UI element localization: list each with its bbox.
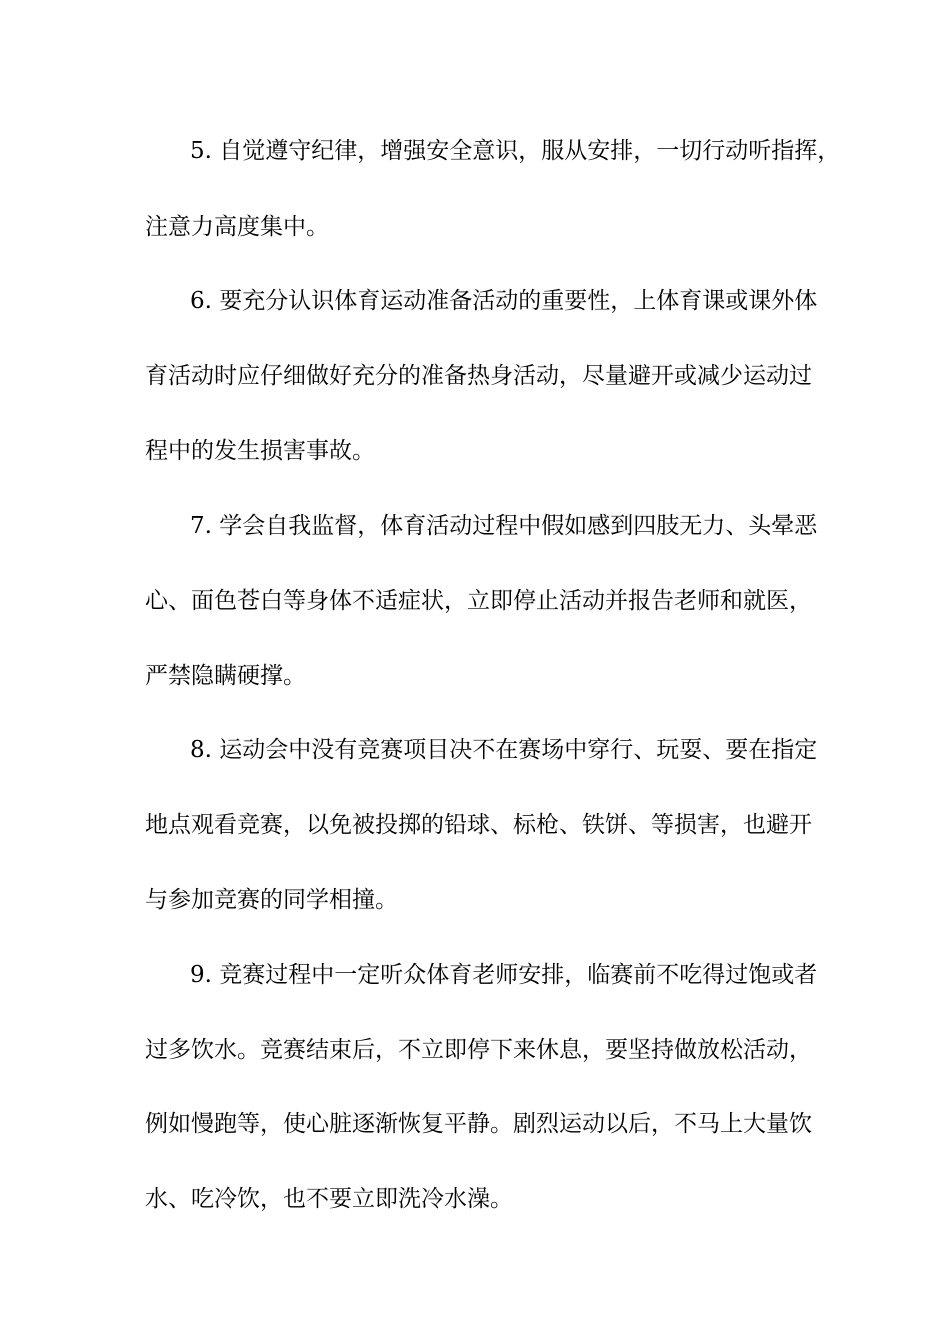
line-text: 过多饮水。竞赛结束后，不立即停下来休息，要坚持做放松活动， bbox=[145, 1037, 812, 1063]
line-text: 8. 运动会中没有竞赛项目决不在赛场中穿行、玩耍、要在指定 bbox=[190, 737, 818, 763]
line-text: 6. 要充分认识体育运动准备活动的重要性，上体育课或课外体 bbox=[190, 288, 818, 314]
line-text: 地点观看竞赛，以免被投掷的铅球、标枪、铁饼、等损害，也避开 bbox=[145, 812, 812, 838]
line-text: 9. 竞赛过程中一定听众体育老师安排，临赛前不吃得过饱或者 bbox=[190, 962, 818, 988]
text-line bbox=[0, 506, 950, 546]
text-line bbox=[0, 131, 950, 171]
line-text: 与参加竞赛的同学相撞。 bbox=[145, 887, 398, 913]
text-line bbox=[0, 356, 950, 396]
text-line bbox=[0, 880, 950, 920]
text-line bbox=[0, 730, 950, 770]
line-text: 5. 自觉遵守纪律，增强安全意识，服从安排，一切行动听指挥， bbox=[190, 138, 841, 164]
line-text: 心、面色苍白等身体不适症状，立即停止活动并报告老师和就医， bbox=[145, 588, 812, 614]
text-line bbox=[0, 1030, 950, 1070]
line-text: 水、吃冷饮，也不要立即洗冷水澡。 bbox=[145, 1186, 513, 1212]
text-line bbox=[0, 1104, 950, 1144]
line-text: 例如慢跑等，使心脏逐渐恢复平静。剧烈运动以后，不马上大量饮 bbox=[145, 1111, 812, 1137]
text-line bbox=[0, 207, 950, 247]
line-text: 育活动时应仔细做好充分的准备热身活动，尽量避开或减少运动过 bbox=[145, 363, 812, 389]
text-line bbox=[0, 955, 950, 995]
text-line bbox=[0, 431, 950, 471]
text-line bbox=[0, 1179, 950, 1219]
text-line bbox=[0, 656, 950, 696]
line-text: 程中的发生损害事故。 bbox=[145, 438, 375, 464]
text-line bbox=[0, 281, 950, 321]
text-line bbox=[0, 805, 950, 845]
line-text: 严禁隐瞒硬撑。 bbox=[145, 663, 306, 689]
line-text: 7. 学会自我监督，体育活动过程中假如感到四肢无力、头晕恶 bbox=[190, 513, 818, 539]
text-line bbox=[0, 581, 950, 621]
line-text: 注意力高度集中。 bbox=[145, 214, 329, 240]
